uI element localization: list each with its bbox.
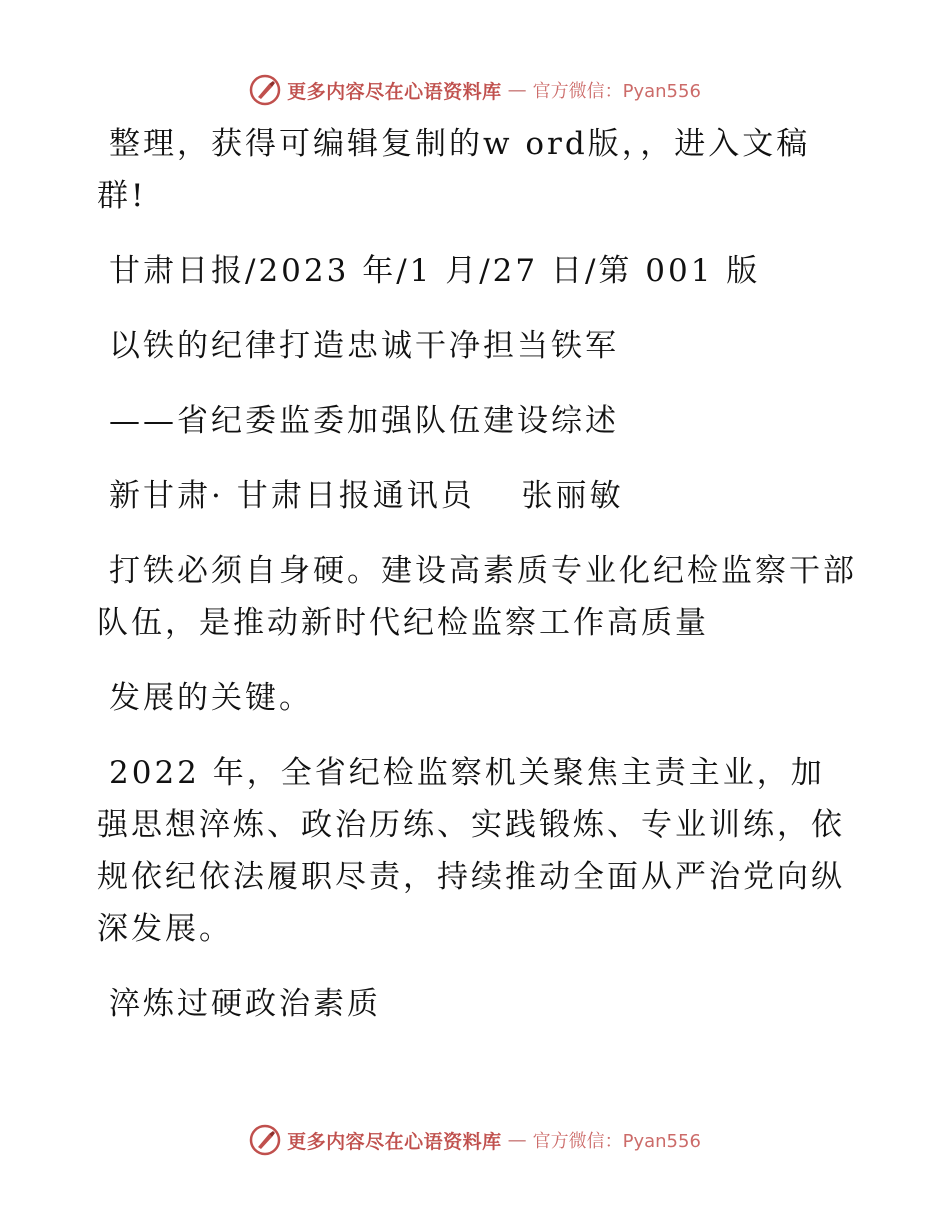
paragraph-lead: 打铁必须自身硬。建设高素质专业化纪检监察干部队伍，是推动新时代纪检监察工作高质量 xyxy=(97,553,857,641)
footer-watermark xyxy=(0,1120,950,1160)
paragraph-intro-note: 整理，获得可编辑复制的w ord版，，进入文稿群! xyxy=(97,126,811,214)
paragraph-source-dateline: 甘肃日报/2023 年/1 月/27 日/第 001 版 xyxy=(109,253,761,289)
banner-wechat: 官方微信：Pyan556 xyxy=(532,81,701,102)
section-heading: 淬炼过硬政治素质 xyxy=(109,986,381,1022)
banner-wechat: 官方微信：Pyan556 xyxy=(532,1131,701,1152)
banner-separator: — xyxy=(507,79,527,101)
header-watermark xyxy=(0,70,950,110)
article-byline: 新甘肃· 甘肃日报通讯员 张丽敏 xyxy=(109,478,624,514)
banner-brand: 更多内容尽在心语资料库 xyxy=(287,1130,502,1153)
banner-separator: — xyxy=(507,1129,527,1151)
pen-nib-icon xyxy=(249,74,281,106)
document-body xyxy=(97,118,857,1053)
paragraph-summary-2022: 2022 年，全省纪检监察机关聚焦主责主业，加强思想淬炼、政治历练、实践锻炼、专业训练，依规依纪依法履职尽责，持续推动全面从严治党向纵深发展。 xyxy=(97,755,845,947)
banner-brand: 更多内容尽在心语资料库 xyxy=(287,80,502,103)
paragraph-lead-continued: 发展的关键。 xyxy=(109,680,313,716)
pen-nib-icon xyxy=(249,1124,281,1156)
article-subtitle: ——省纪委监委加强队伍建设综述 xyxy=(109,403,619,439)
article-title: 以铁的纪律打造忠诚干净担当铁军 xyxy=(109,328,619,364)
